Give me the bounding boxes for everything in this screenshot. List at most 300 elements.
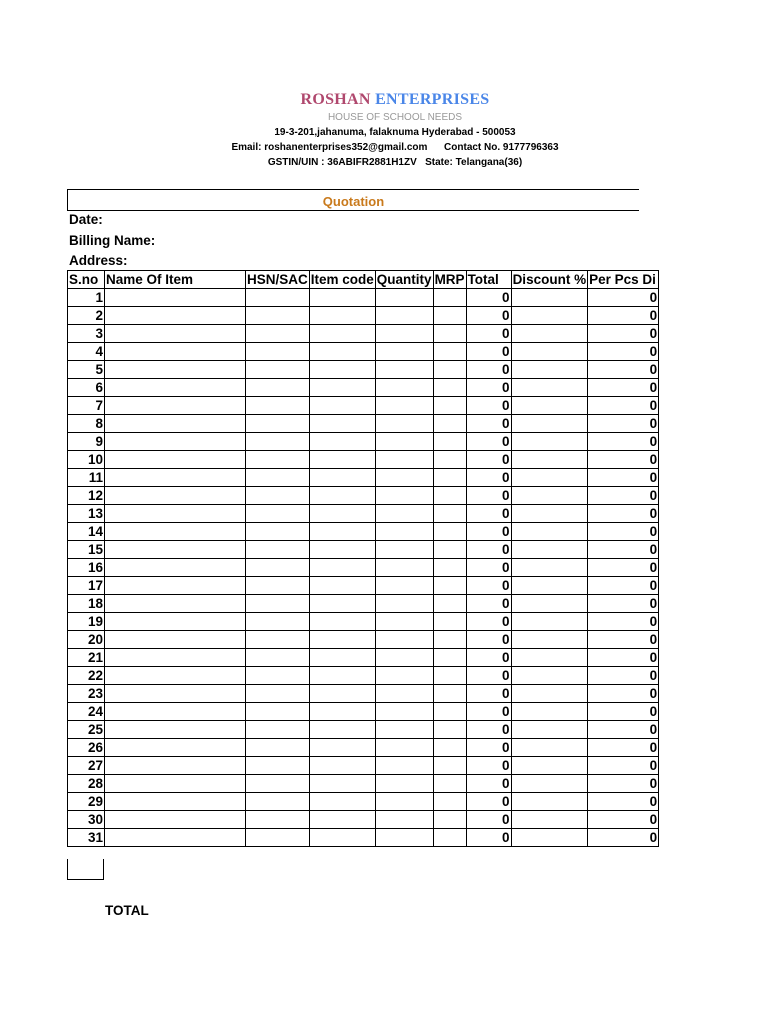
table-row [68, 433, 659, 451]
table-row [68, 505, 659, 523]
quantity-cell[interactable] [375, 667, 433, 685]
item-code-cell[interactable] [309, 541, 375, 559]
sno-cell: 3 [68, 325, 105, 343]
per-pcs-cell: 0 [588, 289, 659, 307]
column-header-sno: S.no [68, 271, 105, 289]
mrp-cell[interactable] [433, 325, 466, 343]
mrp-cell[interactable] [433, 469, 466, 487]
per-pcs-cell: 0 [588, 793, 659, 811]
hsn-sac-cell[interactable] [246, 775, 310, 793]
company-name-part1: ROSHAN [300, 91, 371, 108]
per-pcs-cell: 0 [588, 721, 659, 739]
sno-cell: 30 [68, 811, 105, 829]
hsn-sac-cell[interactable] [246, 649, 310, 667]
sno-cell: 17 [68, 577, 105, 595]
per-pcs-cell: 0 [588, 469, 659, 487]
hsn-sac-cell[interactable] [246, 739, 310, 757]
total-cell: 0 [466, 775, 511, 793]
item-name-cell[interactable] [105, 379, 246, 397]
sno-cell: 22 [68, 667, 105, 685]
mrp-cell[interactable] [433, 685, 466, 703]
per-pcs-cell: 0 [588, 703, 659, 721]
discount-cell[interactable] [511, 739, 588, 757]
company-contact: Email: roshanenterprises352@gmail.com Contact No. 9177796363 [231, 142, 559, 153]
item-name-cell[interactable] [105, 325, 246, 343]
item-code-cell[interactable] [309, 325, 375, 343]
document-title: Quotation [322, 194, 385, 209]
sno-cell: 18 [68, 595, 105, 613]
hsn-sac-cell[interactable] [246, 541, 310, 559]
mrp-cell[interactable] [433, 703, 466, 721]
discount-cell[interactable] [511, 793, 588, 811]
total-cell: 0 [466, 811, 511, 829]
sno-cell: 25 [68, 721, 105, 739]
quantity-cell[interactable] [375, 307, 433, 325]
quantity-cell[interactable] [375, 577, 433, 595]
sno-cell: 7 [68, 397, 105, 415]
table-row [68, 487, 659, 505]
quantity-cell[interactable] [375, 505, 433, 523]
sno-cell: 1 [68, 289, 105, 307]
mrp-cell[interactable] [433, 307, 466, 325]
per-pcs-cell: 0 [588, 307, 659, 325]
table-row [68, 469, 659, 487]
table-row [68, 541, 659, 559]
item-code-cell[interactable] [309, 649, 375, 667]
sno-cell: 24 [68, 703, 105, 721]
discount-cell[interactable] [511, 451, 588, 469]
discount-cell[interactable] [511, 703, 588, 721]
total-cell: 0 [466, 523, 511, 541]
item-name-cell[interactable] [105, 397, 246, 415]
quantity-cell[interactable] [375, 361, 433, 379]
item-name-cell[interactable] [105, 577, 246, 595]
total-cell: 0 [466, 685, 511, 703]
column-header-item-name: Name Of Item [105, 271, 246, 289]
total-cell: 0 [466, 487, 511, 505]
item-name-cell[interactable] [105, 523, 246, 541]
quantity-cell[interactable] [375, 433, 433, 451]
per-pcs-cell: 0 [588, 649, 659, 667]
total-cell: 0 [466, 397, 511, 415]
mrp-cell[interactable] [433, 721, 466, 739]
hsn-sac-cell[interactable] [246, 757, 310, 775]
table-row [68, 595, 659, 613]
mrp-cell[interactable] [433, 559, 466, 577]
per-pcs-cell: 0 [588, 685, 659, 703]
quantity-cell[interactable] [375, 775, 433, 793]
quantity-cell[interactable] [375, 325, 433, 343]
discount-cell[interactable] [511, 613, 588, 631]
quantity-cell[interactable] [375, 451, 433, 469]
item-code-cell[interactable] [309, 739, 375, 757]
hsn-sac-cell[interactable] [246, 487, 310, 505]
mrp-cell[interactable] [433, 829, 466, 847]
hsn-sac-cell[interactable] [246, 307, 310, 325]
mrp-cell[interactable] [433, 577, 466, 595]
item-name-cell[interactable] [105, 595, 246, 613]
discount-cell[interactable] [511, 469, 588, 487]
total-cell: 0 [466, 667, 511, 685]
total-cell: 0 [466, 289, 511, 307]
per-pcs-cell: 0 [588, 541, 659, 559]
items-table [67, 270, 659, 847]
table-row [68, 721, 659, 739]
discount-cell[interactable] [511, 415, 588, 433]
date-label: Date: [69, 212, 103, 227]
hsn-sac-cell[interactable] [246, 451, 310, 469]
table-row [68, 397, 659, 415]
discount-cell[interactable] [511, 505, 588, 523]
discount-cell[interactable] [511, 523, 588, 541]
quantity-cell[interactable] [375, 793, 433, 811]
total-cell: 0 [466, 415, 511, 433]
item-code-cell[interactable] [309, 811, 375, 829]
hsn-sac-cell[interactable] [246, 469, 310, 487]
quantity-cell[interactable] [375, 649, 433, 667]
mrp-cell[interactable] [433, 289, 466, 307]
item-code-cell[interactable] [309, 343, 375, 361]
hsn-sac-cell[interactable] [246, 721, 310, 739]
item-name-cell[interactable] [105, 721, 246, 739]
mrp-cell[interactable] [433, 613, 466, 631]
mrp-cell[interactable] [433, 343, 466, 361]
hsn-sac-cell[interactable] [246, 613, 310, 631]
total-cell: 0 [466, 721, 511, 739]
item-name-cell[interactable] [105, 505, 246, 523]
item-code-cell[interactable] [309, 487, 375, 505]
item-name-cell[interactable] [105, 649, 246, 667]
item-name-cell[interactable] [105, 829, 246, 847]
column-header-mrp: MRP [434, 272, 465, 287]
discount-cell[interactable] [511, 775, 588, 793]
quantity-cell[interactable] [375, 379, 433, 397]
hsn-sac-cell[interactable] [246, 343, 310, 361]
item-name-cell[interactable] [105, 775, 246, 793]
sno-cell: 2 [68, 307, 105, 325]
hsn-sac-cell[interactable] [246, 685, 310, 703]
quantity-cell[interactable] [375, 487, 433, 505]
per-pcs-cell: 0 [588, 739, 659, 757]
table-row [68, 811, 659, 829]
discount-cell[interactable] [511, 811, 588, 829]
item-code-cell[interactable] [309, 667, 375, 685]
company-address: 19-3-201,jahanuma, falaknuma Hyderabad - 500053 [274, 127, 516, 138]
hsn-sac-cell[interactable] [246, 667, 310, 685]
discount-cell[interactable] [511, 325, 588, 343]
hsn-sac-cell[interactable] [246, 433, 310, 451]
item-name-cell[interactable] [105, 667, 246, 685]
item-code-cell[interactable] [309, 703, 375, 721]
hsn-sac-cell[interactable] [246, 379, 310, 397]
quantity-cell[interactable] [375, 721, 433, 739]
item-name-cell[interactable] [105, 307, 246, 325]
per-pcs-cell: 0 [588, 613, 659, 631]
item-code-cell[interactable] [309, 775, 375, 793]
total-cell: 0 [466, 541, 511, 559]
hsn-sac-cell[interactable] [246, 811, 310, 829]
per-pcs-cell: 0 [588, 757, 659, 775]
sno-cell: 9 [68, 433, 105, 451]
per-pcs-cell: 0 [588, 667, 659, 685]
blank-cell [67, 859, 104, 880]
hsn-sac-cell[interactable] [246, 577, 310, 595]
item-code-cell[interactable] [309, 577, 375, 595]
item-code-cell[interactable] [309, 361, 375, 379]
discount-cell[interactable] [511, 379, 588, 397]
item-name-cell[interactable] [105, 289, 246, 307]
item-name-cell[interactable] [105, 451, 246, 469]
item-code-cell[interactable] [309, 613, 375, 631]
hsn-sac-cell[interactable] [246, 289, 310, 307]
sno-cell: 11 [68, 469, 105, 487]
hsn-sac-cell[interactable] [246, 703, 310, 721]
company-name [0, 91, 768, 109]
sno-cell: 26 [68, 739, 105, 757]
item-name-cell[interactable] [105, 361, 246, 379]
per-pcs-cell: 0 [588, 361, 659, 379]
quantity-cell[interactable] [375, 739, 433, 757]
item-name-cell[interactable] [105, 793, 246, 811]
quantity-cell[interactable] [375, 415, 433, 433]
item-code-cell[interactable] [309, 505, 375, 523]
item-code-cell[interactable] [309, 397, 375, 415]
quantity-cell[interactable] [375, 595, 433, 613]
quantity-cell[interactable] [375, 397, 433, 415]
mrp-cell[interactable] [433, 415, 466, 433]
item-code-cell[interactable] [309, 631, 375, 649]
discount-cell[interactable] [511, 361, 588, 379]
quantity-cell[interactable] [375, 541, 433, 559]
table-row [68, 613, 659, 631]
discount-cell[interactable] [511, 829, 588, 847]
quantity-cell[interactable] [375, 757, 433, 775]
table-row [68, 793, 659, 811]
hsn-sac-cell[interactable] [246, 523, 310, 541]
per-pcs-cell: 0 [588, 397, 659, 415]
total-cell: 0 [466, 451, 511, 469]
item-name-cell[interactable] [105, 415, 246, 433]
total-cell: 0 [466, 433, 511, 451]
total-cell: 0 [466, 469, 511, 487]
discount-cell[interactable] [511, 433, 588, 451]
table-row [68, 523, 659, 541]
total-cell: 0 [466, 343, 511, 361]
item-code-cell[interactable] [309, 829, 375, 847]
discount-cell[interactable] [511, 631, 588, 649]
table-row [68, 775, 659, 793]
discount-cell[interactable] [511, 577, 588, 595]
item-name-cell[interactable] [105, 631, 246, 649]
mrp-cell[interactable] [433, 451, 466, 469]
item-name-cell[interactable] [105, 613, 246, 631]
table-row [68, 739, 659, 757]
per-pcs-cell: 0 [588, 451, 659, 469]
sno-cell: 31 [68, 829, 105, 847]
per-pcs-cell: 0 [588, 631, 659, 649]
total-cell: 0 [466, 829, 511, 847]
item-name-cell[interactable] [105, 343, 246, 361]
quantity-cell[interactable] [375, 343, 433, 361]
sno-cell: 5 [68, 361, 105, 379]
sno-cell: 10 [68, 451, 105, 469]
per-pcs-cell: 0 [588, 577, 659, 595]
hsn-sac-cell[interactable] [246, 595, 310, 613]
item-code-cell[interactable] [309, 595, 375, 613]
discount-cell[interactable] [511, 343, 588, 361]
table-row [68, 415, 659, 433]
discount-cell[interactable] [511, 667, 588, 685]
mrp-cell[interactable] [433, 433, 466, 451]
table-row [68, 379, 659, 397]
hsn-sac-cell[interactable] [246, 325, 310, 343]
discount-cell[interactable] [511, 721, 588, 739]
table-row [68, 649, 659, 667]
item-name-cell[interactable] [105, 541, 246, 559]
hsn-sac-cell[interactable] [246, 559, 310, 577]
sno-cell: 28 [68, 775, 105, 793]
per-pcs-cell: 0 [588, 505, 659, 523]
item-code-cell[interactable] [309, 433, 375, 451]
company-gstin: GSTIN/UIN : 36ABIFR2881H1ZV State: Telangana(36) [267, 157, 523, 168]
discount-cell[interactable] [511, 289, 588, 307]
quantity-cell[interactable] [375, 829, 433, 847]
total-label: TOTAL [105, 903, 149, 918]
column-header-quantity: Quantity [376, 272, 432, 287]
table-row [68, 685, 659, 703]
quantity-cell[interactable] [375, 631, 433, 649]
hsn-sac-cell[interactable] [246, 361, 310, 379]
discount-cell[interactable] [511, 487, 588, 505]
mrp-cell[interactable] [433, 667, 466, 685]
table-header-row [68, 271, 659, 289]
item-code-cell[interactable] [309, 793, 375, 811]
sno-cell: 6 [68, 379, 105, 397]
total-cell: 0 [466, 631, 511, 649]
discount-cell[interactable] [511, 307, 588, 325]
table-row [68, 325, 659, 343]
billing-name-label: Billing Name: [69, 233, 156, 248]
per-pcs-cell: 0 [588, 523, 659, 541]
per-pcs-cell: 0 [588, 379, 659, 397]
item-name-cell[interactable] [105, 811, 246, 829]
sno-cell: 19 [68, 613, 105, 631]
quantity-cell[interactable] [375, 523, 433, 541]
item-code-cell[interactable] [309, 379, 375, 397]
item-name-cell[interactable] [105, 685, 246, 703]
sno-cell: 15 [68, 541, 105, 559]
sno-cell: 13 [68, 505, 105, 523]
quantity-cell[interactable] [375, 685, 433, 703]
table-row [68, 451, 659, 469]
item-code-cell[interactable] [309, 523, 375, 541]
mrp-cell[interactable] [433, 649, 466, 667]
table-row [68, 631, 659, 649]
mrp-cell[interactable] [433, 811, 466, 829]
hsn-sac-cell[interactable] [246, 793, 310, 811]
sno-cell: 16 [68, 559, 105, 577]
mrp-cell[interactable] [433, 487, 466, 505]
mrp-cell[interactable] [433, 361, 466, 379]
hsn-sac-cell[interactable] [246, 631, 310, 649]
mrp-cell[interactable] [433, 595, 466, 613]
discount-cell[interactable] [511, 595, 588, 613]
mrp-cell[interactable] [433, 739, 466, 757]
total-cell: 0 [466, 505, 511, 523]
item-code-cell[interactable] [309, 685, 375, 703]
item-name-cell[interactable] [105, 703, 246, 721]
discount-cell[interactable] [511, 541, 588, 559]
item-name-cell[interactable] [105, 433, 246, 451]
discount-cell[interactable] [511, 685, 588, 703]
hsn-sac-cell[interactable] [246, 397, 310, 415]
total-cell: 0 [466, 379, 511, 397]
sno-cell: 20 [68, 631, 105, 649]
sno-cell: 12 [68, 487, 105, 505]
mrp-cell[interactable] [433, 757, 466, 775]
table-row [68, 703, 659, 721]
column-header-per-pcs: Per Pcs Di [588, 271, 659, 289]
quantity-cell[interactable] [375, 289, 433, 307]
quantity-cell[interactable] [375, 811, 433, 829]
mrp-cell[interactable] [433, 631, 466, 649]
item-name-cell[interactable] [105, 469, 246, 487]
mrp-cell[interactable] [433, 379, 466, 397]
mrp-cell[interactable] [433, 397, 466, 415]
mrp-cell[interactable] [433, 505, 466, 523]
hsn-sac-cell[interactable] [246, 829, 310, 847]
mrp-cell[interactable] [433, 793, 466, 811]
table-row [68, 667, 659, 685]
quantity-cell[interactable] [375, 469, 433, 487]
company-tagline: HOUSE OF SCHOOL NEEDS [327, 112, 463, 123]
sno-cell: 29 [68, 793, 105, 811]
per-pcs-cell: 0 [588, 487, 659, 505]
item-name-cell[interactable] [105, 757, 246, 775]
table-row [68, 343, 659, 361]
item-code-cell[interactable] [309, 757, 375, 775]
quantity-cell[interactable] [375, 613, 433, 631]
quantity-cell[interactable] [375, 703, 433, 721]
item-code-cell[interactable] [309, 289, 375, 307]
mrp-cell[interactable] [433, 775, 466, 793]
item-code-cell[interactable] [309, 415, 375, 433]
discount-cell[interactable] [511, 757, 588, 775]
discount-cell[interactable] [511, 559, 588, 577]
total-cell: 0 [466, 577, 511, 595]
item-code-cell[interactable] [309, 307, 375, 325]
item-name-cell[interactable] [105, 559, 246, 577]
item-name-cell[interactable] [105, 739, 246, 757]
total-cell: 0 [466, 757, 511, 775]
discount-cell[interactable] [511, 649, 588, 667]
item-code-cell[interactable] [309, 451, 375, 469]
total-cell: 0 [466, 307, 511, 325]
total-cell: 0 [466, 595, 511, 613]
item-code-cell[interactable] [309, 559, 375, 577]
mrp-cell[interactable] [433, 541, 466, 559]
hsn-sac-cell[interactable] [246, 505, 310, 523]
quantity-cell[interactable] [375, 559, 433, 577]
item-code-cell[interactable] [309, 721, 375, 739]
item-name-cell[interactable] [105, 487, 246, 505]
mrp-cell[interactable] [433, 523, 466, 541]
discount-cell[interactable] [511, 397, 588, 415]
column-header-discount: Discount % [512, 272, 587, 287]
hsn-sac-cell[interactable] [246, 415, 310, 433]
item-code-cell[interactable] [309, 469, 375, 487]
sno-cell: 4 [68, 343, 105, 361]
